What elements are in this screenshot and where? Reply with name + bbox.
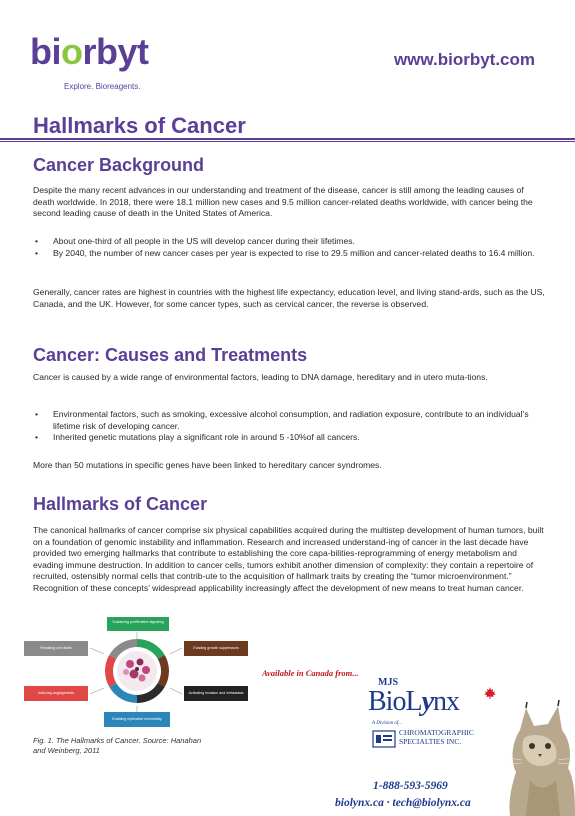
availability-note: Available in Canada from... bbox=[262, 668, 359, 678]
section-heading-hallmarks: Hallmarks of Cancer bbox=[33, 494, 208, 514]
title-divider-thin bbox=[0, 141, 575, 142]
logo-tagline: Explore. Bioreagents. bbox=[64, 82, 141, 91]
label-right-bottom: Activating invasion and metastasis bbox=[188, 691, 244, 695]
causes-paragraph-2: More than 50 mutations in specific genes have been linked to hereditary cancer syndromes. bbox=[33, 460, 382, 470]
list-item: • Environmental factors, such as smoking, excessive alcohol consumption, and radiation exposure, contribute to an individual’s lifetime risk of developing cancer. bbox=[33, 409, 545, 432]
website-link[interactable]: www.biorbyt.com bbox=[393, 50, 535, 69]
mjs-text: MJS bbox=[378, 677, 398, 688]
figure-caption: Fig. 1. The Hallmarks of Cancer. Source: Hanahan and Weinberg, 2011 bbox=[33, 736, 202, 755]
biorbyt-logo: biorbyt bbox=[30, 31, 149, 72]
causes-bullet-list bbox=[33, 409, 545, 444]
phone-number[interactable]: 1-888-593-5969 bbox=[373, 780, 448, 792]
label-bottom: Enabling replicative immortality bbox=[112, 717, 162, 721]
background-bullet-list bbox=[33, 236, 545, 259]
label-top: Sustaining proliferative signaling bbox=[112, 620, 164, 624]
section-heading-causes: Cancer: Causes and Treatments bbox=[33, 345, 308, 365]
list-item: • By 2040, the number of new cancer cases per year is expected to rise to 29.5 million and cancer-related deaths to 16.4 million. bbox=[33, 248, 545, 260]
biolynx-logo: BioLynx bbox=[368, 686, 459, 717]
label-left-bottom: Inducing angiogenesis bbox=[38, 691, 74, 695]
hallmarks-diagram bbox=[22, 614, 252, 730]
contact-links[interactable]: biolynx.ca · tech@biolynx.ca bbox=[335, 797, 471, 809]
division-note: A Division of... bbox=[372, 721, 403, 726]
page-title: Hallmarks of Cancer bbox=[33, 113, 246, 138]
background-paragraph-1: Despite the many recent advances in our understanding and treatment of the disease, cancer is still among the leading causes of death worldwide. In 2018, there were 18.1 million new cases and 9.5 million cancer-related deaths worldwide, with cancer being the second leading cause of death in the United States of America. bbox=[33, 185, 533, 218]
title-divider bbox=[0, 138, 575, 140]
label-left-top: Resisting cell death bbox=[40, 646, 72, 650]
lynx-image bbox=[500, 700, 575, 816]
chromatographic-logo-icon bbox=[372, 729, 396, 749]
background-paragraph-2: Generally, cancer rates are highest in countries with the highest life expectancy, education level, and living stand-ards, such as the US, Canada, and the UK. However, for some cancer types, such as cervical cancer, the reverse is observed. bbox=[33, 287, 545, 309]
hallmarks-paragraph-1: The canonical hallmarks of cancer comprise six physical capabilities acquired during the multistep development of human tumors, built on a foundation of genomic instability and inflammation. Research and increased understand-ing of cancer in the last decade have provided two emerging hallmarks that contribute to establishing the core capa-bilities-reprogramming of energy metabolism and evading immune destruction. In addition to cancer cells, tumors exhibit another dimension of complexity: they contain a repertoire of recruited, ostensibly normal cells that contrib-ute to the acquisition of hallmark traits by creating the “tumor microenvironment.” Recognition of these concepts’ widespread applicability increasingly affect the development of new means to treat human cancer. bbox=[33, 525, 544, 593]
list-item: • About one-third of all people in the US will develop cancer during their lifetimes. bbox=[33, 236, 545, 248]
list-item: • Inherited genetic mutations play a significant role in around 5 -10%of all cancers. bbox=[33, 432, 545, 444]
causes-paragraph-1: Cancer is caused by a wide range of environmental factors, leading to DNA damage, hereditary and in utero muta-tions. bbox=[33, 372, 488, 382]
label-right-top: Evading growth suppressors bbox=[193, 646, 239, 650]
section-heading-background: Cancer Background bbox=[33, 155, 205, 175]
maple-leaf-icon bbox=[484, 687, 496, 699]
chromatographic-name: CHROMATOGRAPHIC SPECIALTIES INC. bbox=[399, 728, 474, 746]
